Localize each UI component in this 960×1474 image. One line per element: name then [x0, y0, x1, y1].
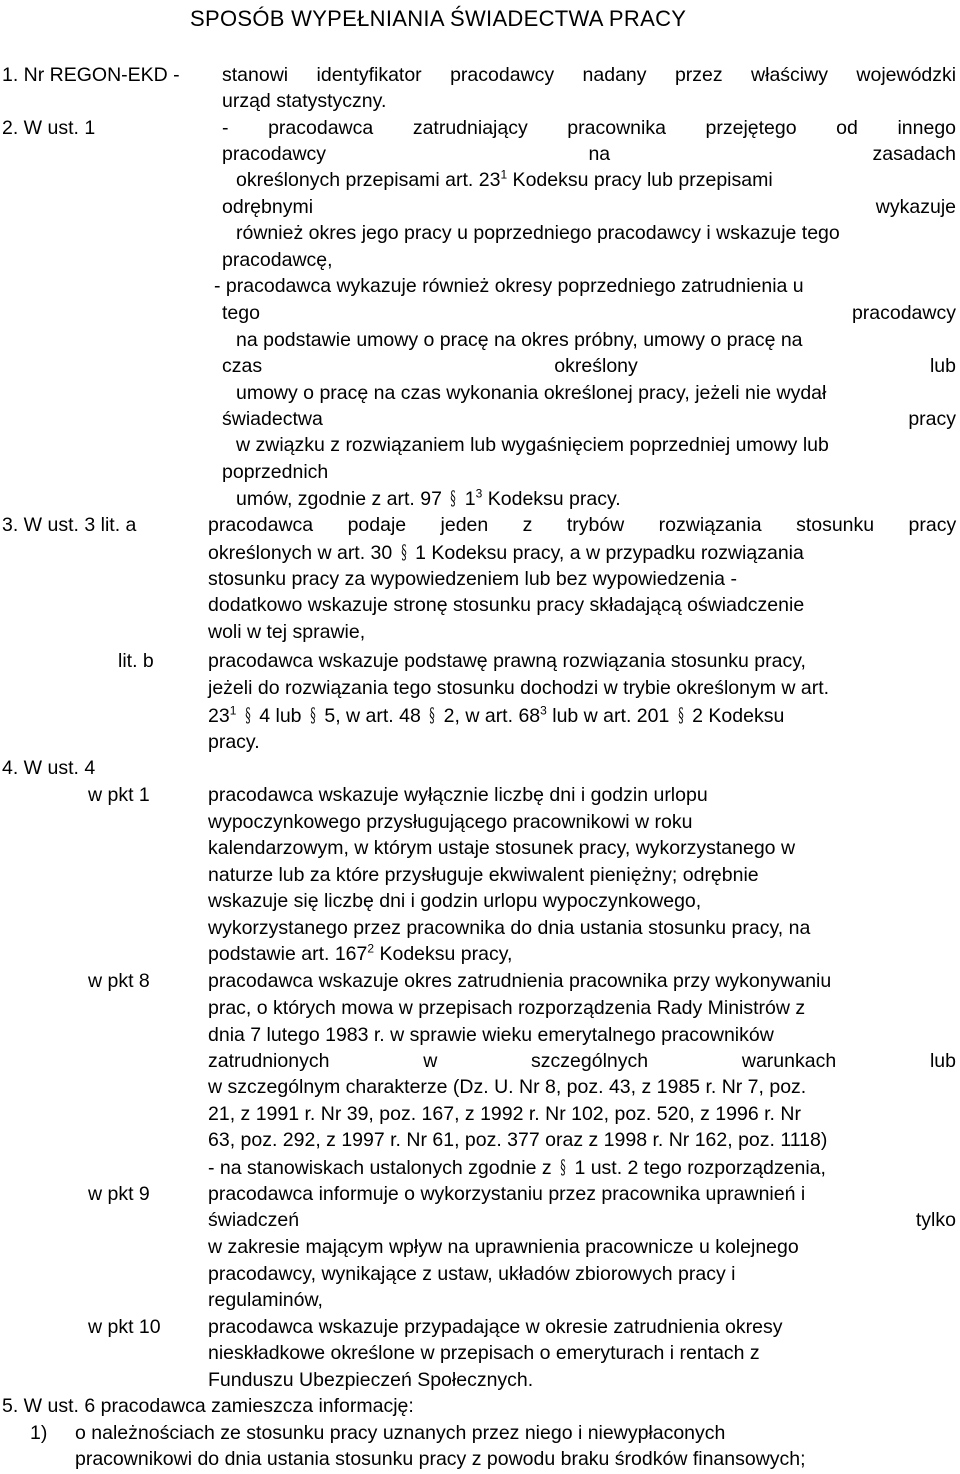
text-fragment: - na stanowiskach ustalonych zgodnie z [208, 1157, 558, 1179]
section-sign-icon: § [450, 486, 457, 510]
text-fragment: określonych w art. 30 [208, 542, 398, 564]
word: szczególnych [531, 1050, 649, 1072]
superscript: 1 [500, 167, 508, 182]
text-fragment: Kodeksu pracy. [482, 488, 621, 510]
section-sign-icon: § [245, 703, 251, 727]
section-4-pkt1-line-2: wypoczynkowego przysługującego pracownikowi w roku [208, 811, 693, 833]
word: pracy [908, 408, 956, 430]
section-4-pkt8-line-7: 63, poz. 292, z 1997 r. Nr 61, poz. 377 oraz z 1998 r. Nr 162, poz. 1118) [208, 1129, 828, 1151]
section-4-pkt10-line-1: pracodawca wskazuje przypadające w okresie zatrudnienia okresy [208, 1316, 783, 1338]
section-3b-line-1: pracodawca wskazuje podstawę prawną rozwiązania stosunku pracy, [208, 650, 806, 672]
text-fragment: umów, zgodnie z art. 97 [236, 488, 448, 510]
section-5-item-1-number: 1) [30, 1422, 48, 1444]
section-4-label: 4. W ust. 4 [2, 757, 96, 779]
section-3a-line-3: stosunku pracy za wypowiedzeniem lub bez wypowiedzenia - [208, 568, 737, 590]
text-fragment: Kodeksu pracy lub przepisami [507, 169, 773, 191]
word: lub [929, 355, 956, 377]
text-fragment: 23 [208, 705, 230, 727]
section-2-line-11: umowy o pracę na czas wykonania określonej pracy, jeżeli nie wydał [236, 382, 827, 404]
section-3a-line-2 [208, 539, 804, 567]
word: odrębnymi [222, 196, 314, 218]
word: tego [222, 302, 260, 324]
section-1-line-2: urząd statystyczny. [222, 90, 387, 112]
text-fragment: podstawie art. 167 [208, 943, 368, 965]
section-3b-line-4: pracy. [208, 731, 260, 753]
section-3a-line-1 [208, 512, 956, 539]
word: świadectwa [222, 408, 323, 430]
text-fragment: 1 [459, 488, 476, 510]
section-4-pkt1-line-7 [208, 941, 512, 968]
section-2-line-6: pracodawcę, [222, 249, 333, 271]
superscript: 3 [475, 486, 483, 501]
section-2-line-2 [222, 141, 956, 168]
word: warunkach [741, 1050, 837, 1072]
text-fragment: 2, w art. 68 [438, 705, 541, 727]
section-4-pkt9-line-5: regulaminów, [208, 1289, 323, 1311]
section-3-label: 3. W ust. 3 lit. a [2, 514, 137, 536]
text-line: pracodawca podaje jeden z trybów rozwiązania stosunku pracy [208, 514, 957, 536]
section-2-line-15 [236, 485, 621, 513]
word: określony [554, 355, 638, 377]
section-3b-line-3 [208, 702, 784, 730]
section-4-pkt8-line-2: prac, o których mowa w przepisach rozporządzenia Rady Ministrów z [208, 997, 806, 1019]
section-4-pkt8-line-5: w szczególnym charakterze (Dz. U. Nr 8, poz. 43, z 1985 r. Nr 7, poz. [208, 1076, 807, 1098]
section-2-line-8 [222, 300, 956, 327]
section-4-pkt8-line-3: dnia 7 lutego 1983 r. w sprawie wieku emerytalnego pracowników [208, 1024, 774, 1046]
section-4-pkt9-line-2 [208, 1207, 956, 1234]
section-4-pkt8-line-4 [208, 1048, 956, 1075]
section-2-line-9: na podstawie umowy o pracę na okres próbny, umowy o pracę na [236, 329, 803, 351]
section-4-pkt8-label: w pkt 8 [88, 970, 150, 992]
section-2-line-10 [222, 353, 956, 380]
section-2-line-12 [222, 406, 956, 433]
section-5-item-1-line-1: o należnościach ze stosunku pracy uznanych przez niego i niewypłaconych [75, 1422, 726, 1444]
section-4-pkt1-label: w pkt 1 [88, 784, 150, 806]
section-4-pkt8-line-1: pracodawca wskazuje okres zatrudnienia pracownika przy wykonywaniu [208, 970, 832, 992]
text-fragment: 5, w art. 48 [318, 705, 427, 727]
section-4-pkt1-line-3: kalendarzowym, w którym ustaje stosunek pracy, wykorzystanego w [208, 837, 796, 859]
section-4-pkt9-line-1: pracodawca informuje o wykorzystaniu przez pracownika uprawnień i [208, 1183, 806, 1205]
text-fragment: 2 Kodeksu [686, 705, 785, 727]
word: lub [929, 1050, 956, 1072]
section-2-line-3 [236, 167, 773, 194]
section-4-pkt9-line-3: w zakresie mającym wpływ na uprawnienia pracownicze u kolejnego [208, 1236, 799, 1258]
text-fragment: 1 ust. 2 tego rozporządzenia, [569, 1157, 826, 1179]
word: czas [222, 355, 263, 377]
text-fragment: Kodeksu pracy, [374, 943, 513, 965]
section-4-pkt9-line-4: pracodawcy, wynikające z ustaw, układów zbiorowych pracy i [208, 1263, 736, 1285]
text-line: stanowi identyfikator pracodawcy nadany przez właściwy wojewódzki [222, 64, 957, 86]
text-fragment: 1 Kodeksu pracy, a w przypadku rozwiązania [409, 542, 804, 564]
word: pracodawcy [851, 302, 956, 324]
section-4-pkt1-line-5: wskazuje się liczbę dni i godzin urlopu wypoczynkowego, [208, 890, 702, 912]
section-2-line-14: poprzednich [222, 461, 329, 483]
section-3b-label: lit. b [118, 650, 154, 672]
section-sign-icon: § [560, 1155, 566, 1179]
word: zasadach [872, 143, 956, 165]
section-3b-line-2: jeżeli do rozwiązania tego stosunku dochodzi w trybie określonym w art. [208, 677, 830, 699]
section-4-pkt8-line-6: 21, z 1991 r. Nr 39, poz. 167, z 1992 r. Nr 102, poz. 520, z 1996 r. Nr [208, 1103, 801, 1125]
word: zatrudnionych [208, 1050, 330, 1072]
section-1-line-1 [222, 62, 956, 89]
superscript: 2 [367, 941, 375, 956]
section-3a-line-5: woli w tej sprawie, [208, 621, 366, 643]
section-5-item-1-line-2: pracownikowi do dnia ustania stosunku pracy z powodu braku środków finansowych; [75, 1448, 806, 1470]
section-4-pkt1-line-6: wykorzystanego przez pracownika do dnia ustania stosunku pracy, na [208, 917, 811, 939]
superscript: 3 [540, 703, 547, 718]
section-2-line-13: w związku z rozwiązaniem lub wygaśnięciem poprzedniej umowy lub [236, 434, 829, 456]
section-2-line-5: również okres jego pracy u poprzedniego pracodawcy i wskazuje tego [236, 222, 840, 244]
section-4-pkt1-line-1: pracodawca wskazuje wyłącznie liczbę dni i godzin urlopu [208, 784, 708, 806]
section-1-label: 1. Nr REGON-EKD - [2, 64, 180, 86]
section-2-line-7: - pracodawca wykazuje również okresy poprzedniego zatrudnienia u [214, 275, 804, 297]
section-2-line-4 [222, 194, 956, 221]
section-4-pkt10-line-2: nieskładkowe określone w przepisach o emeryturach i rentach z [208, 1342, 760, 1364]
section-4-pkt10-label: w pkt 10 [88, 1316, 161, 1338]
word: wykazuje [875, 196, 956, 218]
word: na [588, 143, 611, 165]
word: w [423, 1050, 438, 1072]
section-4-pkt1-line-4: naturze lub za które przysługuje ekwiwalent pieniężny; odrębnie [208, 864, 759, 886]
word: tylko [915, 1209, 956, 1231]
section-4-pkt9-label: w pkt 9 [88, 1183, 150, 1205]
text-fragment: 4 lub [253, 705, 307, 727]
word: świadczeń [208, 1209, 300, 1231]
word: pracodawcy [222, 143, 327, 165]
text-line: - pracodawca zatrudniający pracownika przejętego od innego [222, 117, 957, 139]
section-sign-icon: § [400, 540, 407, 564]
section-sign-icon: § [310, 703, 316, 727]
section-5-label: 5. W ust. 6 pracodawca zamieszcza informację: [2, 1395, 414, 1417]
section-sign-icon: § [429, 703, 435, 727]
superscript: 1 [229, 703, 237, 718]
section-3a-line-4: dodatkowo wskazuje stronę stosunku pracy składającą oświadczenie [208, 594, 805, 616]
document-title: SPOSÓB WYPEŁNIANIA ŚWIADECTWA PRACY [190, 6, 687, 31]
section-4-pkt10-line-3: Funduszu Ubezpieczeń Społecznych. [208, 1369, 534, 1391]
section-2-line-1 [222, 115, 956, 142]
section-2-label: 2. W ust. 1 [2, 117, 96, 139]
text-fragment: określonych przepisami art. 23 [236, 169, 501, 191]
section-sign-icon: § [677, 703, 684, 727]
section-4-pkt8-line-8 [208, 1154, 826, 1182]
text-fragment: lub w art. 201 [546, 705, 675, 727]
